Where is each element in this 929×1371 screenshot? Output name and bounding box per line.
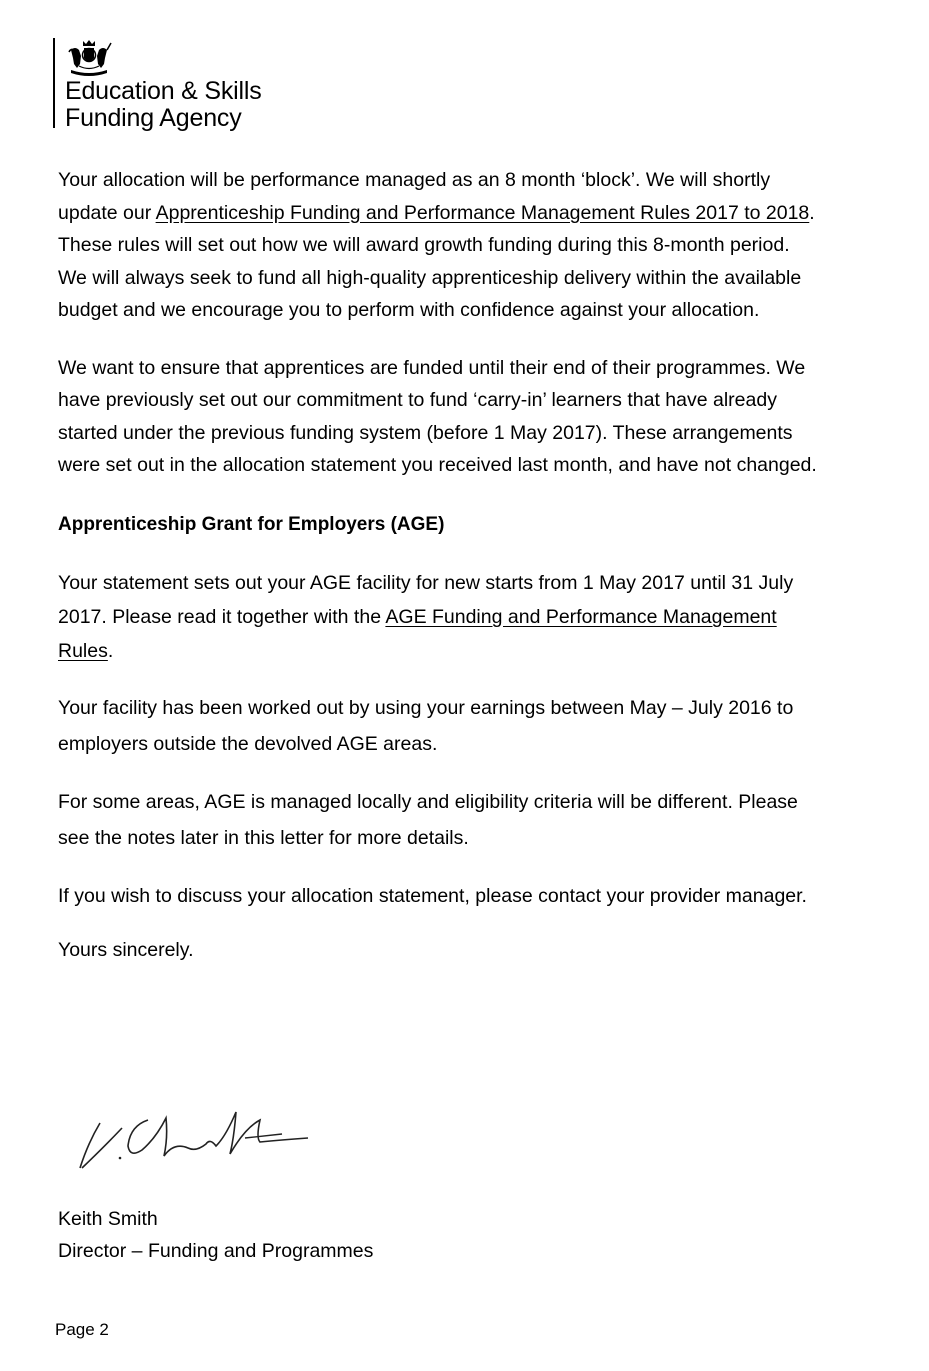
agency-name-line-2: Funding Agency [65, 104, 242, 132]
paragraph-contact: If you wish to discuss your allocation statement, please contact your provider manager. [58, 885, 807, 907]
section-heading-age: Apprenticeship Grant for Employers (AGE) [58, 513, 445, 535]
paragraph-age-facility [58, 566, 818, 668]
paragraph-text: Your statement sets out your AGE facility for new starts from 1 May 2017 until 31 July 2017. Please read it together with the [58, 572, 794, 628]
paragraph-local-areas: For some areas, AGE is managed locally and eligibility criteria will be different. Please see the notes later in this letter for more details. [58, 791, 798, 849]
letter-body [58, 164, 818, 967]
signer-title: Director – Funding and Programmes [58, 1240, 374, 1262]
closing-salutation: Yours sincerely. [58, 939, 194, 961]
paragraph-allocation [58, 164, 818, 327]
funding-rules-link[interactable]: Apprenticeship Funding and Performance Management Rules 2017 to 2018 [155, 201, 810, 224]
agency-name [65, 78, 262, 132]
handwritten-signature [70, 1098, 320, 1178]
paragraph-text: . These rules will set out how we will award growth funding during this 8-month period. We will always seek to fund all high-quality apprenticeship delivery within the available budget and we encourage you to perform with confidence against your allocation. [58, 201, 815, 321]
age-rules-link[interactable]: AGE Funding and Performance Management Rules [58, 606, 777, 662]
royal-coat-of-arms-icon [65, 38, 113, 78]
page-number: Page 2 [55, 1320, 109, 1339]
paragraph-carry-in: We want to ensure that apprentices are funded until their end of their programmes. We have previously set out our commitment to fund ‘carry-in’ learners that have already started under the previous funding system (before 1 May 2017). These arrangements were set out in the allocation statement you received last month, and have not changed. [58, 356, 817, 476]
logo-rule [53, 38, 55, 128]
signer-name: Keith Smith [58, 1208, 158, 1230]
paragraph-text: Your allocation will be performance managed as an 8 month ‘block’. We will shortly update our [58, 169, 771, 224]
paragraph-text: . [107, 640, 114, 662]
agency-name-line-1: Education & Skills [65, 77, 262, 105]
signer-block [58, 1203, 373, 1267]
paragraph-earnings: Your facility has been worked out by using your earnings between May – July 2016 to employers outside the devolved AGE areas. [58, 697, 794, 755]
